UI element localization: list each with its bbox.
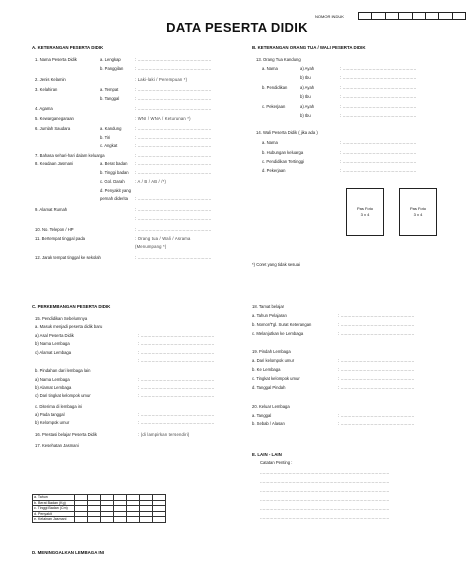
field-label: c) Alamat Lembaga bbox=[35, 350, 72, 355]
table-row-label: d. Penyakit bbox=[33, 511, 75, 517]
field-label: 16. Prestasi belajar Peserta Didik bbox=[35, 432, 97, 437]
field-label: 2. Jenis Kelamin bbox=[35, 77, 66, 82]
field-label: b) Alamat Lembaga bbox=[35, 385, 72, 390]
field-sublabel: b. Panggilan bbox=[100, 66, 124, 71]
photo-size: 3 x 4 bbox=[413, 212, 423, 217]
field-value[interactable]: : ...................................................... bbox=[138, 377, 215, 382]
nomor-induk-boxes[interactable] bbox=[358, 12, 466, 20]
field-label: c. Diterima di lembaga ini bbox=[35, 404, 83, 409]
field-label: 14. Wali Peserta Didik ( jika ada ) bbox=[256, 130, 318, 135]
field-label: 11. Bertempat tinggal pada bbox=[35, 236, 85, 241]
field-value[interactable]: : ...................................................... bbox=[338, 421, 415, 426]
field-label: c. Melanjutkan ke Lembaga bbox=[252, 331, 304, 336]
section-e-title: E. LAIN - LAIN bbox=[252, 452, 282, 457]
field-label: a. Masuk menjadi peserta didik baru bbox=[35, 324, 103, 329]
field-value[interactable]: : ...................................................... bbox=[135, 66, 212, 71]
field-value[interactable]: : ...................................................... bbox=[138, 420, 215, 425]
field-label: b. Nomor/Tgl. Surat Keterangan bbox=[252, 322, 312, 327]
field-value[interactable]: : Laki-laki / Perempuan *) bbox=[135, 77, 188, 82]
field-label: a. Dari kelompok umur bbox=[252, 358, 295, 363]
field-label: 10. No. Telepon / HP bbox=[35, 227, 74, 232]
photo-label: Pas Foto bbox=[356, 206, 373, 211]
field-sublabel: a. Lengkap bbox=[100, 57, 121, 62]
table-row-label: a. Tahun bbox=[33, 495, 75, 501]
footnote: *) Coret yang tidak sesuai bbox=[252, 262, 300, 267]
field-label: 18. Tamat belajar bbox=[252, 304, 285, 309]
field-value[interactable]: : WNI / WNA / Keturunan *) bbox=[135, 116, 191, 121]
catatan-line[interactable]: ............................................................................................... bbox=[260, 497, 390, 502]
field-label: 13. Orang Tua Kandung bbox=[256, 57, 301, 62]
health-table bbox=[32, 494, 166, 523]
field-label: c. Pekerjaan bbox=[262, 104, 286, 109]
field-sublabel: b. Tanggal bbox=[100, 96, 120, 101]
table-row-label: e. Kelainan Jasmani bbox=[33, 517, 75, 523]
field-sublabel: a. Tempat bbox=[100, 87, 119, 92]
field-label: 12. Jarak tempat tinggal ke sekolah bbox=[35, 255, 101, 260]
field-value[interactable]: : ...................................................... bbox=[138, 412, 215, 417]
field-label: d. Tanggal Pindah bbox=[252, 385, 286, 390]
field-value[interactable]: : ...................................................... bbox=[135, 227, 212, 232]
field-value[interactable]: : ...................................................... bbox=[338, 331, 415, 336]
field-value[interactable]: : ...................................................... bbox=[338, 322, 415, 327]
catatan-line[interactable]: ............................................................................................... bbox=[260, 506, 390, 511]
table-cell[interactable] bbox=[101, 517, 114, 523]
field-value[interactable]: : ...................................................... bbox=[340, 104, 417, 109]
field-value[interactable]: : ...................................................... bbox=[338, 367, 415, 372]
field-value[interactable]: : ...................................................... bbox=[340, 113, 417, 118]
field-sublabel: a) Ayah bbox=[300, 104, 315, 109]
field-value[interactable]: : ...................................................... bbox=[338, 385, 415, 390]
field-value[interactable]: : ...................................................... bbox=[135, 135, 212, 140]
field-label: a) Asal Peserta Didik bbox=[35, 333, 74, 338]
field-label: 4. Agama bbox=[35, 106, 53, 111]
field-label: 7. Bahasa sehari-hari dalam keluarga bbox=[35, 153, 105, 158]
field-value[interactable]: : ...................................................... bbox=[340, 168, 417, 173]
field-label: a) Nama Lembaga bbox=[35, 377, 70, 382]
field-value[interactable]: : ...................................................... bbox=[138, 350, 215, 355]
field-sublabel: a. Kandung bbox=[100, 126, 122, 131]
field-label: b) Kelompok umur bbox=[35, 420, 70, 425]
field-label: 17. Kesehatan Jasmani bbox=[35, 443, 79, 448]
field-value[interactable]: : ...................................................... bbox=[340, 75, 417, 80]
field-value[interactable]: (Menumpang *) bbox=[135, 244, 167, 249]
field-value[interactable]: : ...................................................... bbox=[338, 313, 415, 318]
field-label: c. Tingkat kelompok umur bbox=[252, 376, 300, 381]
photo-size: 3 x 4 bbox=[360, 212, 370, 217]
field-value[interactable]: : ...................................................... bbox=[135, 96, 212, 101]
field-value[interactable]: : A / B / AB / /*) bbox=[135, 179, 167, 184]
field-value[interactable]: : ...................................................... bbox=[338, 358, 415, 363]
field-value[interactable]: : ...................................................... bbox=[135, 153, 212, 158]
field-label: 3. Kelahiran bbox=[35, 87, 58, 92]
field-value[interactable]: : ...................................................... bbox=[135, 216, 212, 221]
catatan-line[interactable]: ............................................................................................... bbox=[260, 515, 390, 520]
field-sublabel: pernah diderita bbox=[100, 196, 128, 201]
table-row-label: c. Tinggi Badan (Cm) bbox=[33, 506, 75, 512]
field-sublabel: c. Angkat bbox=[100, 143, 118, 148]
table-cell[interactable] bbox=[114, 517, 127, 523]
field-sublabel: b) Ibu bbox=[300, 113, 311, 118]
table-cell[interactable] bbox=[75, 517, 88, 523]
field-label: a) Pada tanggal bbox=[35, 412, 65, 417]
field-label: b) Nama Lembaga bbox=[35, 341, 70, 346]
field-value[interactable]: : ...................................................... bbox=[338, 376, 415, 381]
field-value[interactable]: : ...................................................... bbox=[340, 66, 417, 71]
field-label: a. Nama bbox=[262, 66, 278, 71]
field-value[interactable]: : Orang tua / Wali / Asrama bbox=[135, 236, 191, 241]
field-value[interactable]: : ...................................................... bbox=[135, 170, 212, 175]
field-label: b. Pindahan dari lembaga lain bbox=[35, 368, 91, 373]
field-value[interactable]: : ...................................................... bbox=[135, 207, 212, 212]
field-label: 19. Pindah Lembaga bbox=[252, 349, 291, 354]
field-value[interactable]: : ...................................................... bbox=[340, 150, 417, 155]
field-value[interactable]: : ...................................................... bbox=[138, 393, 215, 398]
field-label: 6. Jumlah Saudara bbox=[35, 126, 71, 131]
field-value[interactable]: : ...................................................... bbox=[135, 196, 212, 201]
nomor-induk-label: NOMOR INDUK bbox=[315, 14, 344, 19]
section-c-title: C. PERKEMBANGAN PESERTA DIDIK bbox=[32, 304, 111, 309]
page-title: DATA PESERTA DIDIK bbox=[166, 20, 308, 35]
field-sublabel: d. Penyakit yang bbox=[100, 188, 131, 193]
table-row bbox=[33, 517, 166, 523]
field-value[interactable]: : ...................................................... bbox=[340, 85, 417, 90]
table-cell[interactable] bbox=[153, 517, 166, 523]
field-value[interactable]: : ...................................................... bbox=[135, 255, 212, 260]
field-value[interactable]: : ...................................................... bbox=[135, 143, 212, 148]
field-value[interactable]: : ...................................................... bbox=[340, 140, 417, 145]
field-sublabel: c. Gol. Darah bbox=[100, 179, 125, 184]
field-sublabel: a. Berat badan bbox=[100, 161, 128, 166]
field-label: a. Tahun Pelajaran bbox=[252, 313, 287, 318]
field-label: b. Sebab / Alasan bbox=[252, 421, 285, 426]
field-value[interactable]: : ...................................................... bbox=[135, 106, 212, 111]
field-value[interactable]: : ...................................................... bbox=[338, 413, 415, 418]
table-cell[interactable] bbox=[127, 517, 140, 523]
field-sublabel: a) Ayah bbox=[300, 85, 315, 90]
table-cell[interactable] bbox=[88, 517, 101, 523]
health-table-wrap bbox=[32, 494, 166, 523]
field-sublabel: b. Tiri bbox=[100, 135, 111, 140]
field-label: 5. Kewarganegaraan bbox=[35, 116, 74, 121]
field-label: a. Nama bbox=[262, 140, 278, 145]
field-value[interactable]: : ...................................................... bbox=[340, 159, 417, 164]
field-label: 1. Nama Peserta Didik bbox=[35, 57, 77, 62]
field-label: c. Pendidikan Tertinggi bbox=[262, 159, 305, 164]
field-value[interactable]: : ...................................................... bbox=[135, 87, 212, 92]
field-label: c) Dari tingkat kelompok umur bbox=[35, 393, 91, 398]
field-value[interactable]: : ...................................................... bbox=[138, 385, 215, 390]
field-value[interactable]: : ...................................................... bbox=[138, 341, 215, 346]
field-value[interactable]: : (di lampirkan tersendiri) bbox=[138, 432, 190, 437]
catatan-line[interactable]: ............................................................................................... bbox=[260, 470, 390, 475]
field-value[interactable]: : ...................................................... bbox=[135, 126, 212, 131]
field-value[interactable]: : ...................................................... bbox=[138, 333, 215, 338]
field-label: b. Pendidikan bbox=[262, 85, 288, 90]
catatan-label: Catatan Penting : bbox=[260, 460, 293, 465]
section-b-title: B. KETERANGAN ORANG TUA / WALI PESERTA DIDIK bbox=[252, 45, 366, 50]
table-row-label: b. Berat Badan (Kg) bbox=[33, 500, 75, 506]
field-value[interactable]: : ...................................................... bbox=[138, 358, 215, 363]
field-sublabel: b) Ibu bbox=[300, 75, 311, 80]
field-value[interactable]: : ...................................................... bbox=[135, 57, 212, 62]
field-label: b. Hubungan keluarga bbox=[262, 150, 304, 155]
field-label: a. Tanggal bbox=[252, 413, 272, 418]
photo-box-2 bbox=[399, 188, 437, 236]
field-label: d. Pekerjaan bbox=[262, 168, 286, 173]
field-label: b. Ke Lembaga bbox=[252, 367, 281, 372]
catatan-line[interactable]: ............................................................................................... bbox=[260, 488, 390, 493]
field-sublabel: b. Tinggi badan bbox=[100, 170, 129, 175]
photo-box-1 bbox=[346, 188, 384, 236]
catatan-line[interactable]: ............................................................................................... bbox=[260, 479, 390, 484]
field-label: 15. Pendidikan Sebelumnya bbox=[35, 316, 88, 321]
field-value[interactable]: : ...................................................... bbox=[135, 161, 212, 166]
section-d-title: D. MENINGGALKAN LEMBAGA INI bbox=[32, 550, 105, 555]
field-label: 9. Alamat Rumah bbox=[35, 207, 68, 212]
field-sublabel: b) Ibu bbox=[300, 94, 311, 99]
section-a-title: A. KETERANGAN PESERTA DIDIK bbox=[32, 45, 104, 50]
photo-label: Pas Foto bbox=[409, 206, 426, 211]
field-sublabel: a) Ayah bbox=[300, 66, 315, 71]
table-cell[interactable] bbox=[140, 517, 153, 523]
field-label: 20. Keluar Lembaga bbox=[252, 404, 290, 409]
field-value[interactable]: : ...................................................... bbox=[340, 94, 417, 99]
field-label: 8. Keadaan Jasmani bbox=[35, 161, 74, 166]
